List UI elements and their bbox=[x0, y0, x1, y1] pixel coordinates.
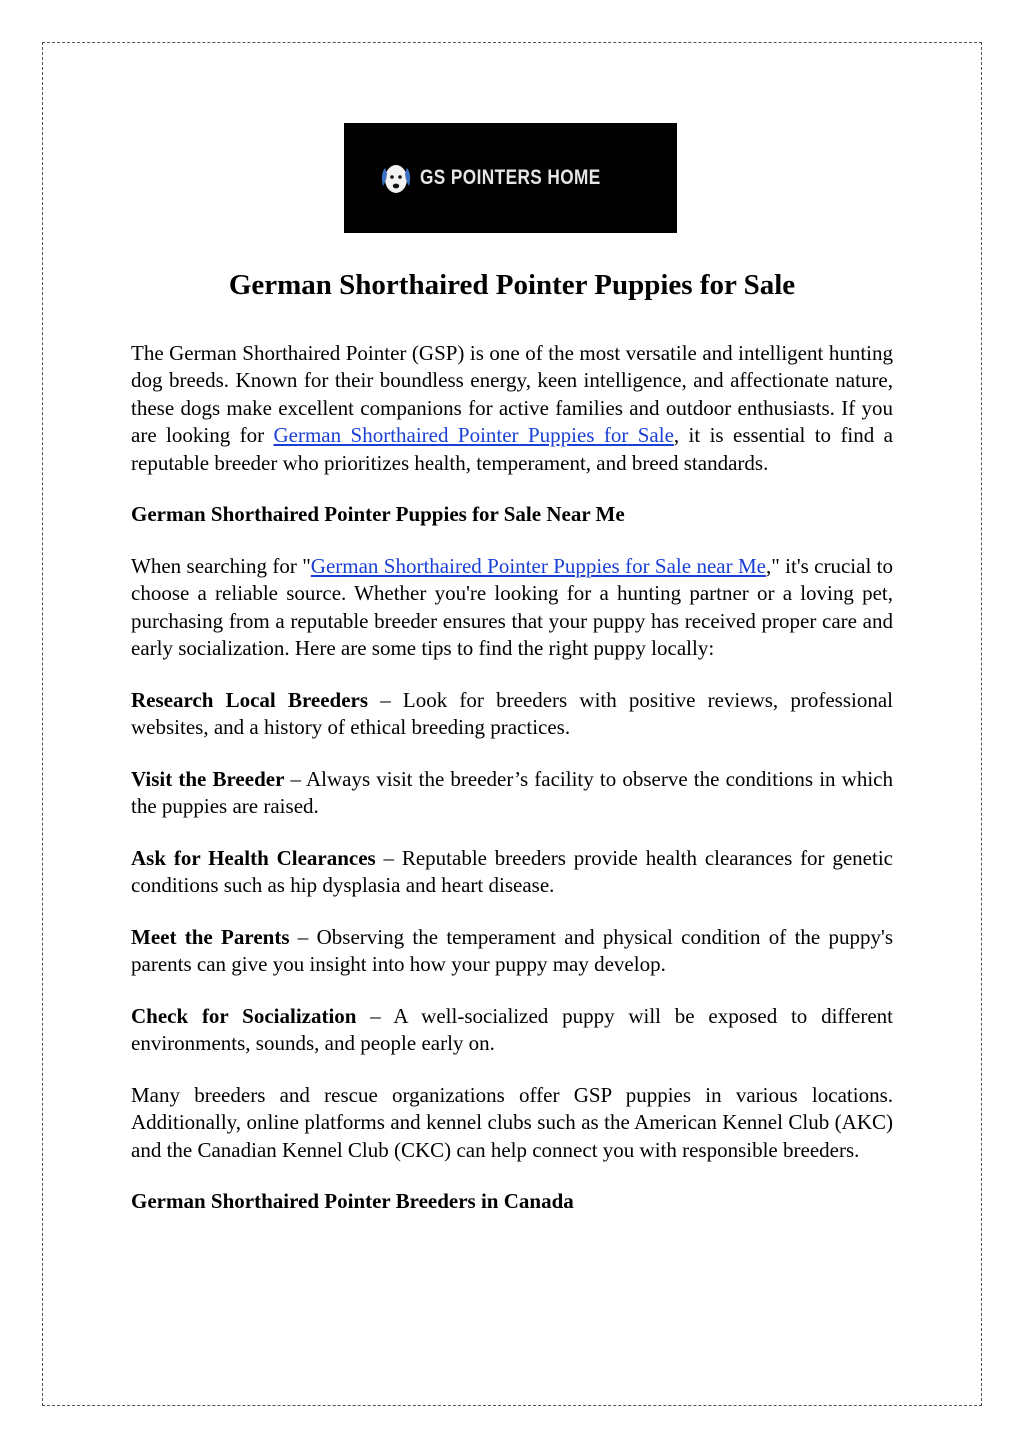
gsp-puppies-for-sale-link[interactable]: German Shorthaired Pointer Puppies for Sale bbox=[273, 423, 674, 448]
page-title: German Shorthaired Pointer Puppies for Sale bbox=[228, 269, 796, 301]
section-heading-canada: German Shorthaired Pointer Breeders in Canada bbox=[131, 1189, 574, 1214]
tip-term: Research Local Breeders bbox=[131, 687, 369, 712]
near-me-paragraph bbox=[131, 553, 893, 663]
tip-paragraph bbox=[131, 766, 893, 821]
tip-text: – Always visit the breeder’s facility to observe the conditions in which the puppies are raised. bbox=[131, 766, 894, 819]
near-me-text-before: When searching for " bbox=[131, 553, 311, 578]
tip-term: Check for Socialization bbox=[131, 1003, 357, 1028]
tip-text: – Look for breeders with positive reviews, professional websites, and a history of ethical breeding practices. bbox=[131, 687, 893, 740]
tip-text: – A well-socialized puppy will be exposed to different environments, sounds, and people early on. bbox=[131, 1003, 893, 1056]
tip-term: Visit the Breeder bbox=[131, 766, 285, 791]
tip-term: Meet the Parents bbox=[131, 924, 290, 949]
logo-text: GS POINTERS HOME bbox=[420, 166, 602, 189]
dog-head-icon bbox=[380, 160, 412, 196]
tip-paragraph bbox=[131, 924, 893, 979]
closing-paragraph: Many breeders and rescue organizations offer GSP puppies in various locations. Additionally, online platforms and kennel clubs such as the American Kennel Club (AKC) and the Canadian Kennel Club (CKC) can help connect you with responsible breeders. bbox=[131, 1082, 893, 1162]
logo bbox=[380, 160, 640, 196]
document-content bbox=[131, 268, 893, 1240]
intro-text-before: The German Shorthaired Pointer (GSP) is one of the most versatile and intelligent hunting dog breeds. Known for their boundless energy, keen intelligence, and affectionate nature, these dogs make excellent companions for active families and outdoor enthusiasts. If you are looking for bbox=[131, 340, 893, 448]
gsp-puppies-near-me-link[interactable]: German Shorthaired Pointer Puppies for Sale near Me bbox=[310, 553, 766, 578]
near-me-text-after: ," it's crucial to choose a reliable source. Whether you're looking for a hunting partner or a loving pet, purchasing from a reputable breeder ensures that your puppy has received proper care and early socialization. Here are some tips to find the right puppy locally: bbox=[131, 553, 893, 661]
tip-term: Ask for Health Clearances bbox=[131, 845, 376, 870]
tip-paragraph bbox=[131, 1003, 893, 1058]
intro-paragraph bbox=[131, 340, 893, 478]
section-heading-near-me: German Shorthaired Pointer Puppies for Sale Near Me bbox=[131, 502, 625, 527]
tip-text: – Reputable breeders provide health clearances for genetic conditions such as hip dysplasia and heart disease. bbox=[131, 845, 893, 898]
tip-text: – Observing the temperament and physical condition of the puppy's parents can give you insight into how your puppy may develop. bbox=[131, 924, 893, 977]
tip-paragraph bbox=[131, 687, 893, 742]
tip-paragraph bbox=[131, 845, 893, 900]
intro-text-after: , it is essential to find a reputable breeder who prioritizes health, temperament, and breed standards. bbox=[131, 423, 893, 475]
logo-banner bbox=[344, 123, 677, 233]
